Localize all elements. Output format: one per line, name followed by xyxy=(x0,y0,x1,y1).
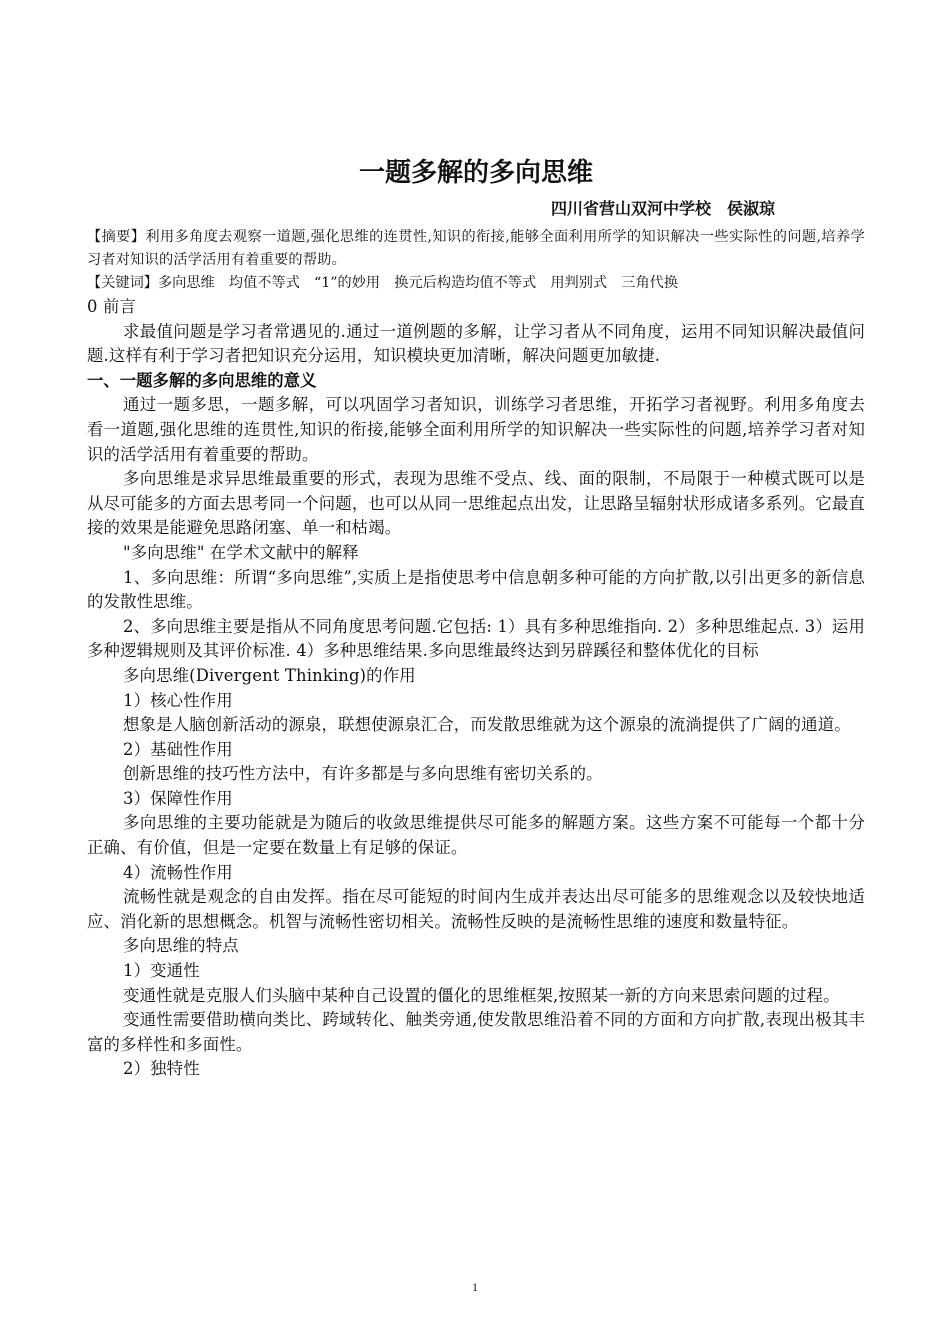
abstract-tag: 【摘要】 xyxy=(87,229,146,245)
list-item: 1）核心性作用 xyxy=(123,690,233,710)
keywords-text: 多向思维 均值不等式 “1”的妙用 换元后构造均值不等式 用判别式 三角代换 xyxy=(157,275,679,291)
paragraph: 2、多向思维主要是指从不同角度思考问题.它包括: 1）具有多种思维指向. 2）多种思维起点. 3）运用多种逻辑规则及其评价标准. 4）多种思维结果.多向思维最终达到另辟蹊径和整体优化的目标 xyxy=(87,616,865,661)
abstract xyxy=(87,226,865,272)
paragraph: 多向思维是求异思维最重要的形式，表现为思维不受点、线、面的限制，不局限于一种模式既可以是从尽可能多的方面去思考同一个问题，也可以从同一思维起点出发，让思路呈辐射状形成诸多系列。它最直接的效果是能避免思路闭塞、单一和枯竭。 xyxy=(87,469,865,538)
list-item: 4）流畅性作用 xyxy=(123,862,233,882)
abstract-text: 利用多角度去观察一道题,强化思维的连贯性,知识的衔接,能够全面利用所学的知识解决一些实际性的问题,培养学习者对知识的活学活用有着重要的帮助。 xyxy=(87,229,865,268)
document-page xyxy=(87,150,865,1082)
author-line: 四川省营山双河中学校 侯淑琼 xyxy=(550,199,775,218)
section-0-paragraph: 求最值问题是学习者常遇见的.通过一道例题的多解，让学习者从不同角度，运用不同知识解决最值问题.这样有利于学习者把知识充分运用，知识模块更加清晰，解决问题更加敏捷. xyxy=(87,321,865,366)
keywords xyxy=(87,272,865,295)
paragraph: 1、多向思维：所谓“多向思维”,实质上是指使思考中信息朝多种可能的方向扩散,以引出更多的新信息的发散性思维。 xyxy=(87,567,865,612)
paragraph: 多向思维的主要功能就是为随后的收敛思维提供尽可能多的解题方案。这些方案不可能每一个都十分正确、有价值，但是一定要在数量上有足够的保证。 xyxy=(87,813,865,858)
paragraph: 变通性就是克服人们头脑中某种自己设置的僵化的思维框架,按照某一新的方向来思索问题的过程。 xyxy=(123,985,840,1005)
list-item: 2）基础性作用 xyxy=(123,739,233,759)
paragraph: "多向思维" 在学术文献中的解释 xyxy=(123,542,359,562)
list-item: 2）独特性 xyxy=(123,1059,200,1079)
document-title: 一题多解的多向思维 xyxy=(358,158,593,188)
paragraph: 流畅性就是观念的自由发挥。指在尽可能短的时间内生成并表达出尽可能多的思维观念以及较快地适应、消化新的思想概念。机智与流畅性密切相关。流畅性反映的是流畅性思维的速度和数量特征。 xyxy=(87,887,865,931)
paragraph: 创新思维的技巧性方法中，有许多都是与多向思维有密切关系的。 xyxy=(123,764,603,784)
paragraph: 多向思维的特点 xyxy=(123,936,239,956)
section-1-heading: 一、一题多解的多向思维的意义 xyxy=(87,370,317,390)
paragraph: 想象是人脑创新活动的源泉，联想使源泉汇合，而发散思维就为这个源泉的流淌提供了广阔的通道。 xyxy=(123,715,851,735)
page-number: 1 xyxy=(472,1280,478,1294)
section-0-heading: 0 前言 xyxy=(87,297,137,316)
list-item: 3）保障性作用 xyxy=(123,788,233,808)
list-item: 1）变通性 xyxy=(123,961,200,981)
paragraph: 通过一题多思，一题多解，可以巩固学习者知识，训练学习者思维，开拓学习者视野。利用多角度去看一道题,强化思维的连贯性,知识的衔接,能够全面利用所学的知识解决一些实际性的问题,培养学习者对知识的活学活用有着重要的帮助。 xyxy=(87,395,865,464)
paragraph: 多向思维(Divergent Thinking)的作用 xyxy=(123,665,416,685)
paragraph: 变通性需要借助横向类比、跨域转化、触类旁通,使发散思维沿着不同的方面和方向扩散,表现出极其丰富的多样性和多面性。 xyxy=(87,1010,865,1054)
keywords-tag: 【关键词】 xyxy=(87,275,158,291)
